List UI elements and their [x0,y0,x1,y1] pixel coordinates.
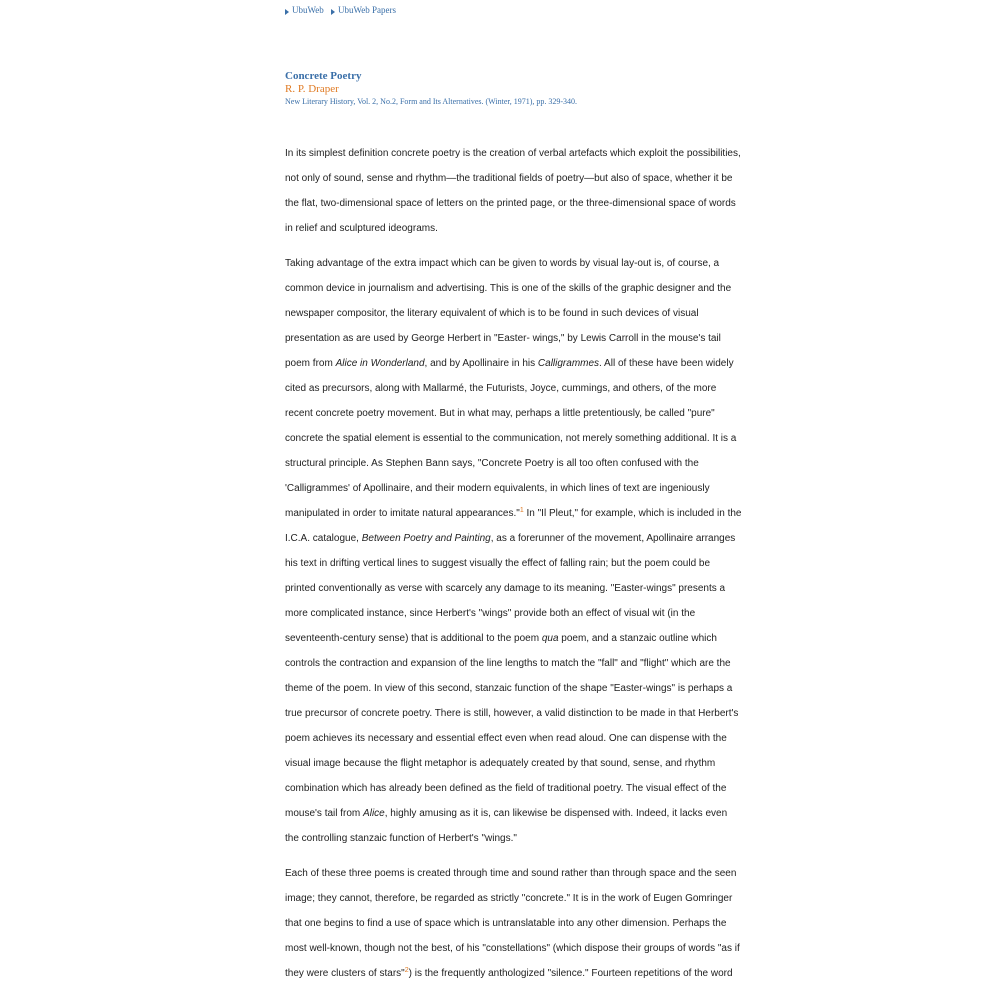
paragraph [285,861,740,986]
text-line: in relief and sculptured ideograms. [285,223,438,234]
article-author: R. P. Draper [285,83,339,95]
arrow-right-icon [285,9,289,15]
text-line: mouse's tail from Alice, highly amusing as it is, can likewise be dispensed with. Indeed, it lacks even [285,808,728,819]
text-line: visual image because the flight metaphor is adequately created by that sound, sense, and rhythm [285,758,716,769]
footnote-ref[interactable]: 1 [519,507,524,514]
text-line: combination which has already been defined as the field of traditional poetry. The visual effect of the [285,783,727,794]
italic-title: Alice [363,808,385,819]
text-line: newspaper compositor, the literary equivalent of which is to be found in such devices of visual [285,308,699,319]
text-line: presentation as are used by George Herbert in "Easter- wings," by Lewis Carroll in the mouse's tail [285,333,721,344]
text-line: that one begins to find a use of space which is untranslatable into any other dimension. Perhaps the [285,918,727,929]
arrow-right-icon [331,9,335,15]
text-line: common device in journalism and advertising. This is one of the skills of the graphic designer and the [285,283,732,294]
breadcrumb-link-ubuweb[interactable]: UbuWeb [292,5,324,15]
text-line: most well-known, though not the best, of his "constellations" (which dispose their groups of words "as if [285,943,740,954]
text-line: not only of sound, sense and rhythm—the traditional fields of poetry—but also of space, whether it be [285,173,733,184]
article-body [285,141,742,996]
italic-title: qua [541,633,559,644]
text-line: poem from Alice in Wonderland, and by Apollinaire in his Calligrammes. All of these have been widely [285,358,734,369]
breadcrumb-item-ubuweb[interactable] [285,5,324,15]
italic-title: Calligrammes [537,358,600,369]
text-line: more complicated instance, since Herbert's "wings" provide both an effect of visual wit (in the [285,608,696,619]
text-line: they were clusters of stars"$^2$) is the frequently anthologized "silence." Fourteen repetitions of the word [285,967,733,979]
text-line: seventeenth-century sense) that is additional to the poem qua poem, and a stanzaic outline which [285,633,717,644]
breadcrumb [285,5,401,15]
breadcrumb-item-ubuweb-papers[interactable] [331,5,396,15]
text-line: In its simplest definition concrete poetry is the creation of verbal artefacts which exploit the possibilities, [285,148,741,159]
italic-title: Alice in Wonderland [335,358,425,369]
text-line: manipulated in order to imitate natural appearances."$^1$ In "Il Pleut," for example, which is included in the [285,507,742,519]
text-line: true precursor of concrete poetry. There is still, however, a valid distinction to be made in that Herbert's [285,708,739,719]
text-line: Each of these three poems is created through time and sound rather than through space and the seen [285,868,737,879]
text-line: his text in drifting vertical lines to suggest visually the effect of falling rain; but the poem could be [285,558,711,569]
text-line: concrete the spatial element is essential to the communication, not merely something additional. It is a [285,433,737,444]
text-line: cited as precursors, along with Mallarmé, the Futurists, Joyce, cummings, and others, of the more [285,383,717,394]
text-line: controls the contraction and expansion of the line lengths to match the "fall" and "flight" which are the [285,658,731,669]
text-line: the controlling stanzaic function of Herbert's "wings." [285,833,517,844]
paragraph [285,251,742,851]
text-line: Taking advantage of the extra impact which can be given to words by visual lay-out is, of course, a [285,258,720,269]
text-line: poem achieves its necessary and essential effect even when read aloud. One can dispense with the [285,733,727,744]
breadcrumb-link-ubuweb-papers[interactable]: UbuWeb Papers [338,5,397,15]
article-citation: New Literary History, Vol. 2, No.2, Form and Its Alternatives. (Winter, 1971), pp. 329-340. [285,97,578,106]
text-line: printed conventionally as verse with scarcely any damage to its meaning. "Easter-wings" presents a [285,583,726,594]
footnote-ref[interactable]: 2 [404,967,409,974]
text-line: image; they cannot, therefore, be regarded as strictly "concrete." It is in the work of Eugen Gomringer [285,893,733,904]
article-header [285,70,577,108]
italic-title: Between Poetry and Painting [361,533,491,544]
text-line: theme of the poem. In view of this second, stanzaic function of the shape "Easter-wings" is perhaps a [285,683,733,694]
text-line: the flat, two-dimensional space of letters on the printed page, or the three-dimensional space of words [285,198,736,209]
paragraph [285,141,741,241]
text-line: I.C.A. catalogue, Between Poetry and Painting, as a forerunner of the movement, Apollinaire arranges [285,533,736,544]
article-title: Concrete Poetry [285,70,362,82]
text-line: structural principle. As Stephen Bann says, "Concrete Poetry is all too often confused with the [285,458,699,469]
text-line: 'Calligrammes' of Apollinaire, and their modern equivalents, in which lines of text are ingeniously [285,483,710,494]
text-line: recent concrete poetry movement. But in what may, perhaps a little pretentiously, be called "pure" [285,408,715,419]
